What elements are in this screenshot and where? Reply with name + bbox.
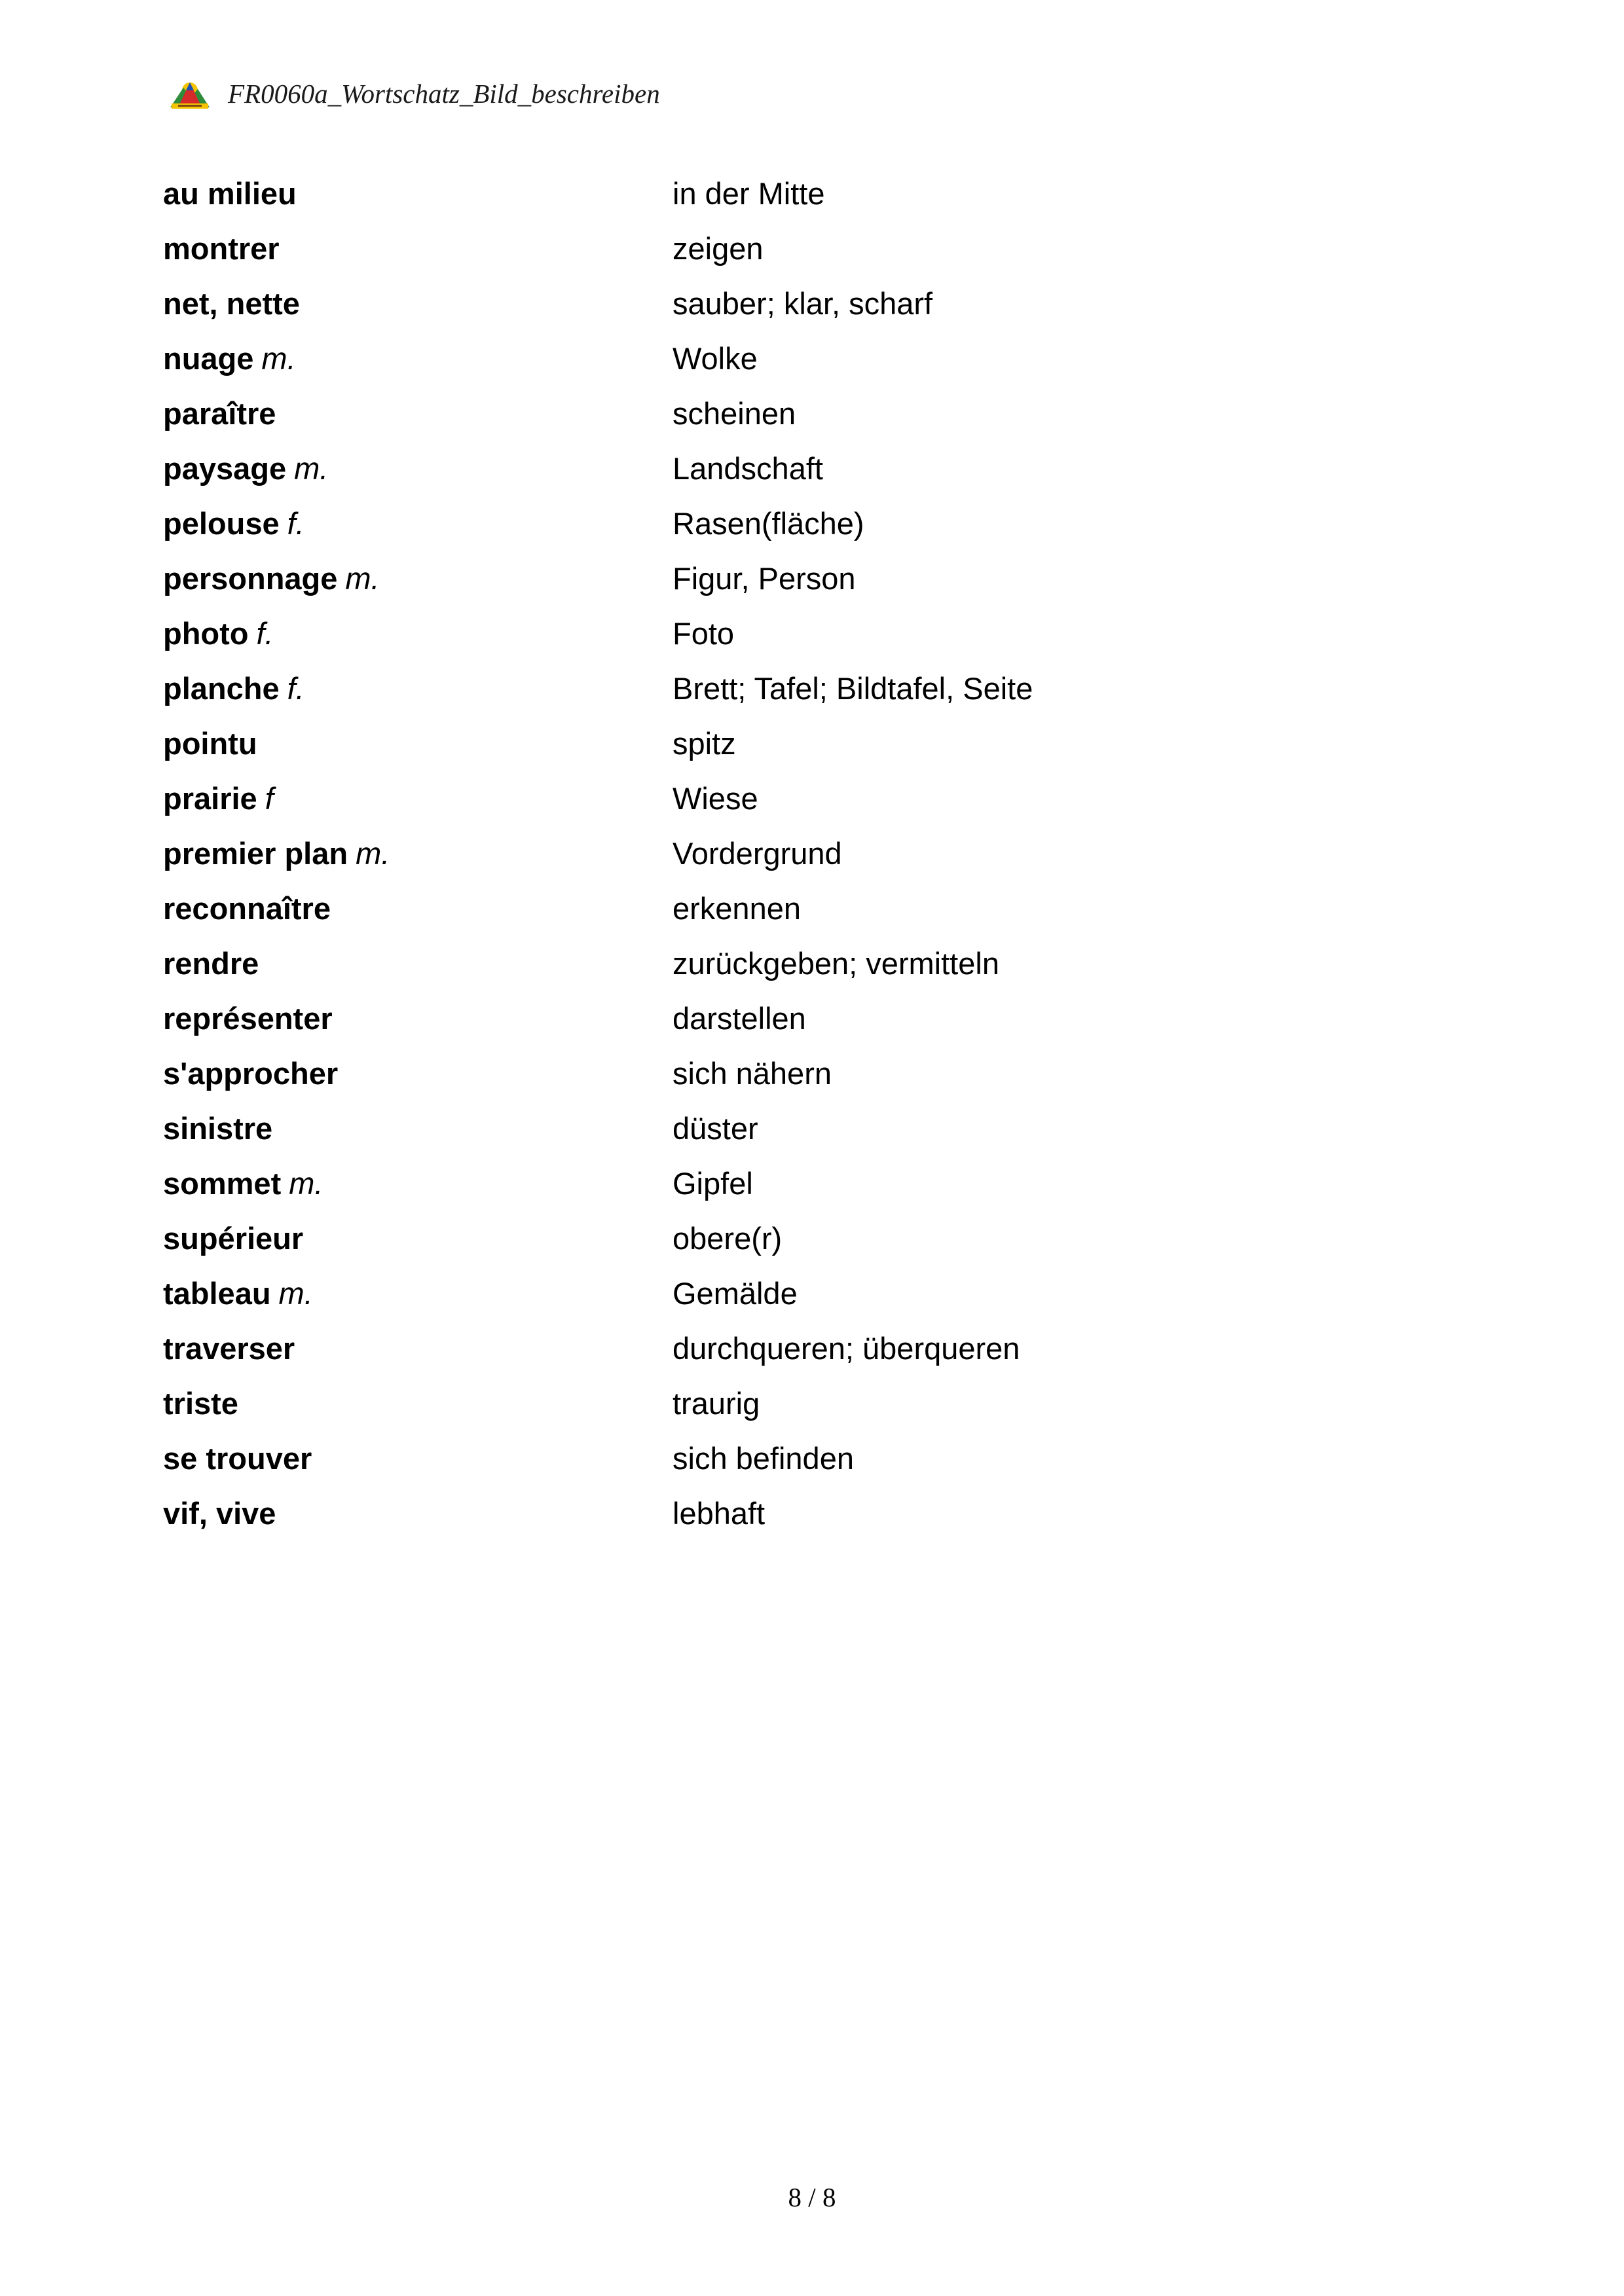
- german-translation: zeigen: [673, 230, 764, 266]
- gender-marker: f.: [256, 615, 274, 651]
- german-translation: düster: [673, 1110, 758, 1146]
- term-text: planche: [163, 670, 280, 706]
- french-term: [163, 1165, 673, 1201]
- gender-marker: f.: [287, 670, 304, 706]
- term-text: reconnaître: [163, 890, 331, 926]
- french-term: [163, 1220, 673, 1256]
- vocabulary-row: [163, 881, 1407, 936]
- french-term: [163, 890, 673, 926]
- vocabulary-row: [163, 991, 1407, 1046]
- german-translation: in der Mitte: [673, 175, 825, 211]
- term-text: vif, vive: [163, 1495, 276, 1531]
- vocabulary-row: [163, 936, 1407, 991]
- german-translation: darstellen: [673, 1000, 806, 1036]
- vocabulary-row: [163, 1211, 1407, 1266]
- french-term: [163, 1055, 673, 1091]
- german-translation: scheinen: [673, 395, 796, 431]
- term-text: paysage: [163, 450, 287, 486]
- gender-marker: f.: [287, 505, 304, 541]
- vocabulary-row: [163, 716, 1407, 771]
- german-translation: Landschaft: [673, 450, 823, 486]
- german-translation: sich nähern: [673, 1055, 832, 1091]
- vocabulary-row: [163, 661, 1407, 716]
- french-term: [163, 340, 673, 376]
- french-term: [163, 505, 673, 541]
- french-term: [163, 450, 673, 486]
- vocabulary-row: [163, 166, 1407, 221]
- term-text: net, nette: [163, 285, 300, 321]
- vocabulary-row: [163, 276, 1407, 331]
- vocabulary-row: [163, 441, 1407, 496]
- german-translation: obere(r): [673, 1220, 783, 1256]
- vocabulary-row: [163, 221, 1407, 276]
- vocabulary-row: [163, 1430, 1407, 1485]
- french-term: [163, 945, 673, 981]
- french-term: [163, 615, 673, 651]
- term-text: pointu: [163, 725, 257, 761]
- term-text: tableau: [163, 1275, 271, 1311]
- vocabulary-row: [163, 331, 1407, 386]
- french-term: [163, 1000, 673, 1036]
- german-translation: zurückgeben; vermitteln: [673, 945, 999, 981]
- vocabulary-row: [163, 826, 1407, 881]
- vocabulary-row: [163, 1376, 1407, 1430]
- term-text: premier plan: [163, 835, 348, 871]
- page-number: 8 / 8: [788, 2182, 836, 2212]
- vocabulary-list: [163, 166, 1407, 1540]
- french-term: [163, 285, 673, 321]
- german-translation: Vordergrund: [673, 835, 842, 871]
- french-term: [163, 230, 673, 266]
- french-term: [163, 1385, 673, 1421]
- german-translation: Wolke: [673, 340, 758, 376]
- term-text: rendre: [163, 945, 259, 981]
- german-translation: Gemälde: [673, 1275, 798, 1311]
- term-text: pelouse: [163, 505, 280, 541]
- french-term: [163, 835, 673, 871]
- german-translation: sich befinden: [673, 1440, 854, 1476]
- french-term: [163, 780, 673, 816]
- vocabulary-row: [163, 1321, 1407, 1376]
- french-term: [163, 175, 673, 211]
- vocabulary-row: [163, 771, 1407, 826]
- term-text: paraître: [163, 395, 276, 431]
- german-translation: Foto: [673, 615, 735, 651]
- french-term: [163, 395, 673, 431]
- french-term: [163, 1110, 673, 1146]
- term-text: photo: [163, 615, 249, 651]
- term-text: au milieu: [163, 175, 297, 211]
- vocabulary-row: [163, 496, 1407, 551]
- french-term: [163, 1275, 673, 1311]
- vocabulary-row: [163, 1485, 1407, 1540]
- document-header: [169, 71, 660, 117]
- document-title: FR0060a_Wortschatz_Bild_beschreiben: [228, 79, 660, 109]
- french-term: [163, 725, 673, 761]
- german-translation: Figur, Person: [673, 560, 856, 596]
- term-text: représenter: [163, 1000, 333, 1036]
- mountain-sun-logo-icon: [169, 77, 211, 110]
- german-translation: erkennen: [673, 890, 801, 926]
- german-translation: lebhaft: [673, 1495, 766, 1531]
- vocabulary-row: [163, 1266, 1407, 1321]
- term-text: prairie: [163, 780, 257, 816]
- vocabulary-row: [163, 1101, 1407, 1156]
- german-translation: sauber; klar, scharf: [673, 285, 933, 321]
- term-text: sommet: [163, 1165, 282, 1201]
- vocabulary-row: [163, 1046, 1407, 1101]
- gender-marker: f: [265, 780, 274, 816]
- term-text: montrer: [163, 230, 280, 266]
- term-text: personnage: [163, 560, 338, 596]
- german-translation: traurig: [673, 1385, 760, 1421]
- term-text: traverser: [163, 1330, 295, 1366]
- gender-marker: m.: [345, 560, 380, 596]
- term-text: nuage: [163, 340, 254, 376]
- gender-marker: m.: [261, 340, 296, 376]
- term-text: sinistre: [163, 1110, 273, 1146]
- term-text: se trouver: [163, 1440, 312, 1476]
- german-translation: Brett; Tafel; Bildtafel, Seite: [673, 670, 1033, 706]
- term-text: triste: [163, 1385, 238, 1421]
- french-term: [163, 560, 673, 596]
- gender-marker: m.: [278, 1275, 313, 1311]
- vocabulary-row: [163, 1156, 1407, 1211]
- french-term: [163, 1330, 673, 1366]
- german-translation: Rasen(fläche): [673, 505, 864, 541]
- german-translation: durchqueren; überqueren: [673, 1330, 1020, 1366]
- gender-marker: m.: [294, 450, 329, 486]
- french-term: [163, 1440, 673, 1476]
- french-term: [163, 1495, 673, 1531]
- gender-marker: m.: [289, 1165, 323, 1201]
- term-text: s'approcher: [163, 1055, 339, 1091]
- vocabulary-row: [163, 606, 1407, 661]
- german-translation: Wiese: [673, 780, 758, 816]
- gender-marker: m.: [356, 835, 390, 871]
- german-translation: spitz: [673, 725, 736, 761]
- vocabulary-row: [163, 386, 1407, 441]
- french-term: [163, 670, 673, 706]
- vocabulary-row: [163, 551, 1407, 606]
- term-text: supérieur: [163, 1220, 304, 1256]
- german-translation: Gipfel: [673, 1165, 753, 1201]
